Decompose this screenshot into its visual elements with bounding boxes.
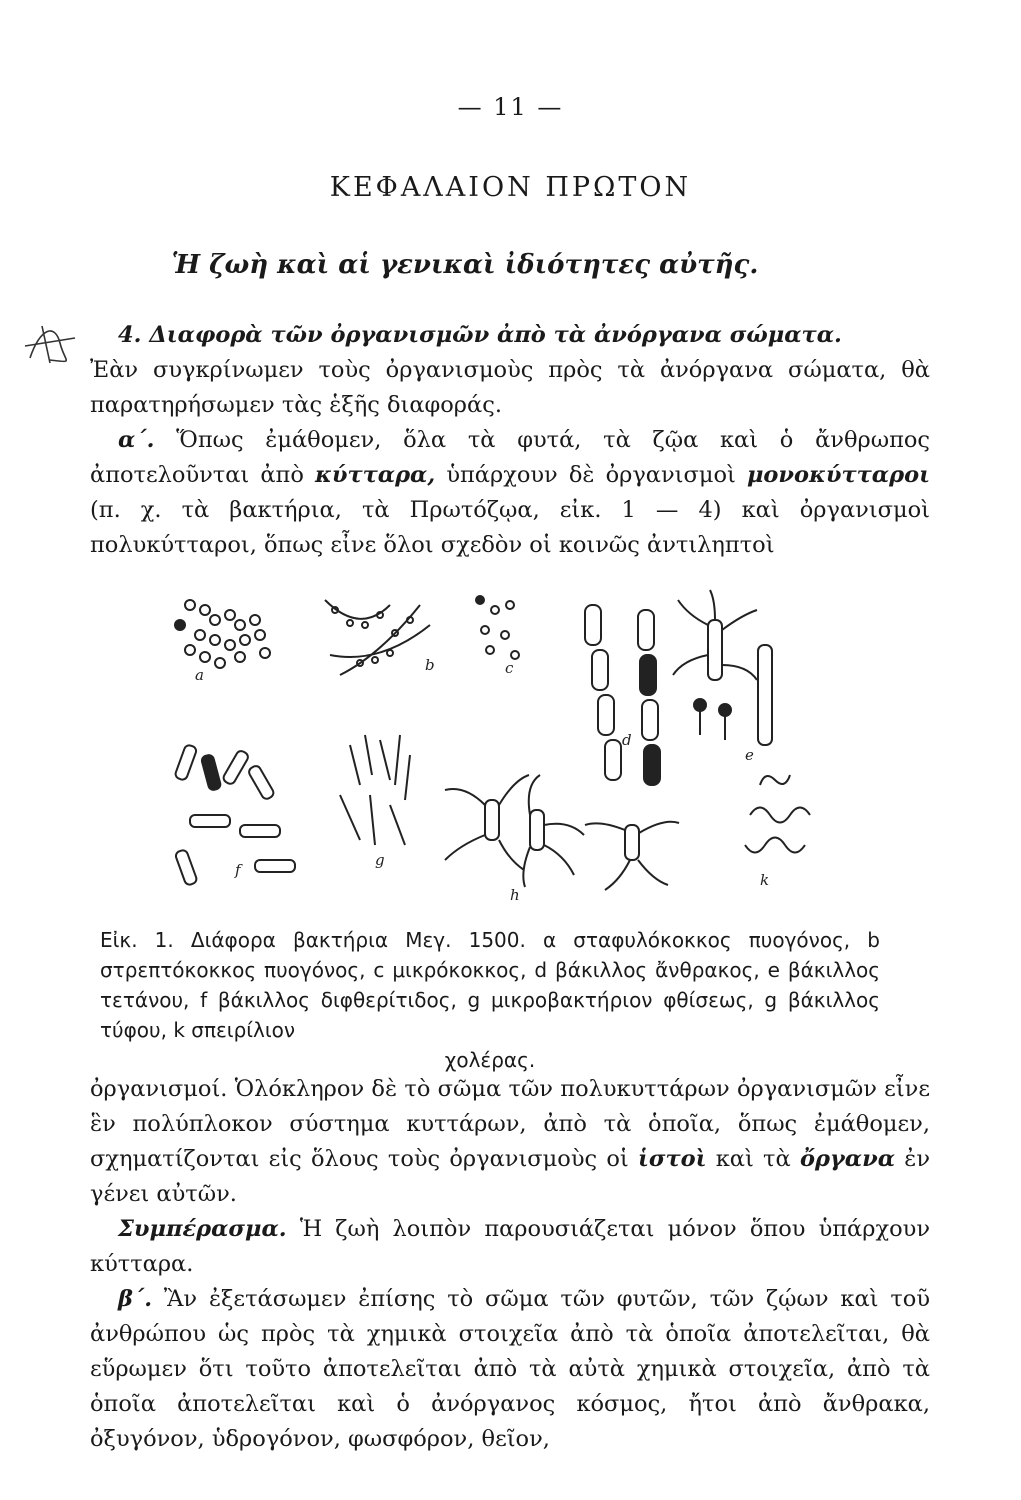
- cholera-spirilla: [745, 775, 810, 853]
- label-f: f: [235, 861, 241, 879]
- tuberculosis-rods: [340, 735, 410, 845]
- tetanus-bacillus: [673, 590, 772, 745]
- section-intro: Ἐὰν συγκρίνωμεν τοὺς ὀργανισμοὺς πρὸς τὰ ἀνόργανα σώματα, θὰ παρατηρήσωμεν τὰς ἑξῆς διαφοράς.: [90, 357, 930, 418]
- conclusion-label: Συμπέρασμα.: [118, 1216, 287, 1242]
- term-cells: κύτταρα,: [315, 462, 436, 488]
- bacteria-illustration: [160, 585, 820, 915]
- label-a: a: [195, 666, 204, 684]
- anthrax-chain: [585, 605, 660, 785]
- caption-text: Εἰκ. 1. Διάφορα βακτήρια Μεγ. 1500. α σταφυλόκοκκος πυογόνος, b στρεπτόκοκκος πυογόνος, c μικρόκοκκος, d βάκιλλος ἄνθρακος, e βάκιλλος τετάνου, f βάκιλλος διφθερίτιδος, g μικροβακτήριον φθίσεως, g βάκιλλος τύφου, k σπειρίλιον: [100, 928, 880, 1042]
- term-unicellular: μονοκύτταροι: [746, 462, 930, 488]
- label-h: h: [510, 886, 520, 904]
- label-d: d: [622, 731, 632, 749]
- continuation-text-3: ἐν γένει αὐτῶν.: [90, 1146, 931, 1207]
- label-g: g: [375, 851, 385, 869]
- label-c: c: [505, 659, 514, 677]
- chapter-subtitle: Ἡ ζωὴ καὶ αἱ γενικαὶ ἰδιότητες αὐτῆς.: [171, 250, 759, 280]
- point-b-text: Ἂν ἐξετάσωμεν ἐπίσης τὸ σῶμα τῶν φυτῶν, τῶν ζῴων καὶ τοῦ ἀνθρώπου ὡς πρὸς τὰ χημικὰ στοιχεῖα ἀπὸ τὰ ὁποῖα ἀποτελεῖται, θὰ εὕρωμεν ὅτι τοῦτο ἀποτελεῖται ἀπὸ τὰ αὐτὰ χημικὰ στοιχεῖα, ἀπὸ τὰ ὁποῖα ἀποτελεῖται καὶ ὁ ἀνόργανος κόσμος, ἤτοι ἀπὸ ἄνθρακα, ὀξυγόνον, ὑδρογόνον, φωσφόρον, θεῖον,: [90, 1286, 930, 1452]
- page-number: — 11 —: [457, 93, 564, 121]
- section-4-text: [90, 318, 930, 563]
- staphylococcus-cluster: [175, 600, 270, 668]
- conclusion-text: Ἡ ζωὴ λοιπὸν παρουσιάζεται μόνον ὅπου ὑπάρχουν κύτταρα.: [90, 1216, 931, 1277]
- handwritten-margin-mark: [20, 318, 80, 368]
- bacteria-figure: [160, 585, 820, 915]
- streptococcus-chains: [325, 600, 430, 675]
- point-a-text-2: ὑπάρχουν δὲ ὀργανισμοὶ: [446, 462, 736, 488]
- section-heading: 4. Διαφορὰ τῶν ὀργανισμῶν ἀπὸ τὰ ἀνόργανα σώματα.: [118, 322, 842, 348]
- point-a-text-1: Ὅπως ἐμάθομεν, ὅλα τὰ φυτά, τὰ ζῷα καὶ ὁ ἄνθρωπος ἀποτελοῦνται ἀπὸ: [90, 427, 930, 488]
- label-e: e: [745, 746, 754, 764]
- label-b: b: [425, 656, 435, 674]
- label-k: k: [760, 871, 770, 889]
- point-a-label: α΄.: [118, 427, 155, 453]
- term-organs: ὄργανα: [799, 1146, 896, 1172]
- continuation-text-2: καὶ τὰ: [715, 1146, 791, 1172]
- term-tissues: ἱστοὶ: [637, 1146, 707, 1172]
- caption-text-end: χολέρας.: [444, 1048, 536, 1072]
- typhoid-bacilli: [445, 775, 679, 890]
- point-b-label: β΄.: [118, 1286, 153, 1312]
- continuation-text: [90, 1072, 930, 1457]
- figure-caption: [100, 925, 880, 1075]
- chapter-title: ΚΕΦΑΛΑΙΟΝ ΠΡΩΤΟΝ: [329, 172, 692, 203]
- micrococcus: [476, 596, 519, 659]
- point-a-text-3: (π. χ. τὰ βακτήρια, τὰ Πρωτόζῳα, εἰκ. 1 — 4) καὶ ὀργανισμοὶ πολυκύτταροι, ὅπως εἶνε ὅλοι σχεδὸν οἱ κοινῶς ἀντιληπτοὶ: [90, 497, 930, 558]
- continuation-text-1: ὀργανισμοί. Ὁλόκληρον δὲ τὸ σῶμα τῶν πολυκυττάρων ὀργανισμῶν εἶνε ἓν πολύπλοκον σύστημα κυττάρων, ἀπὸ τὰ ὁποῖα, ὅπως ἐμάθομεν, σχηματίζονται εἰς ὅλους τοὺς ὀργανισμοὺς οἱ: [90, 1076, 930, 1172]
